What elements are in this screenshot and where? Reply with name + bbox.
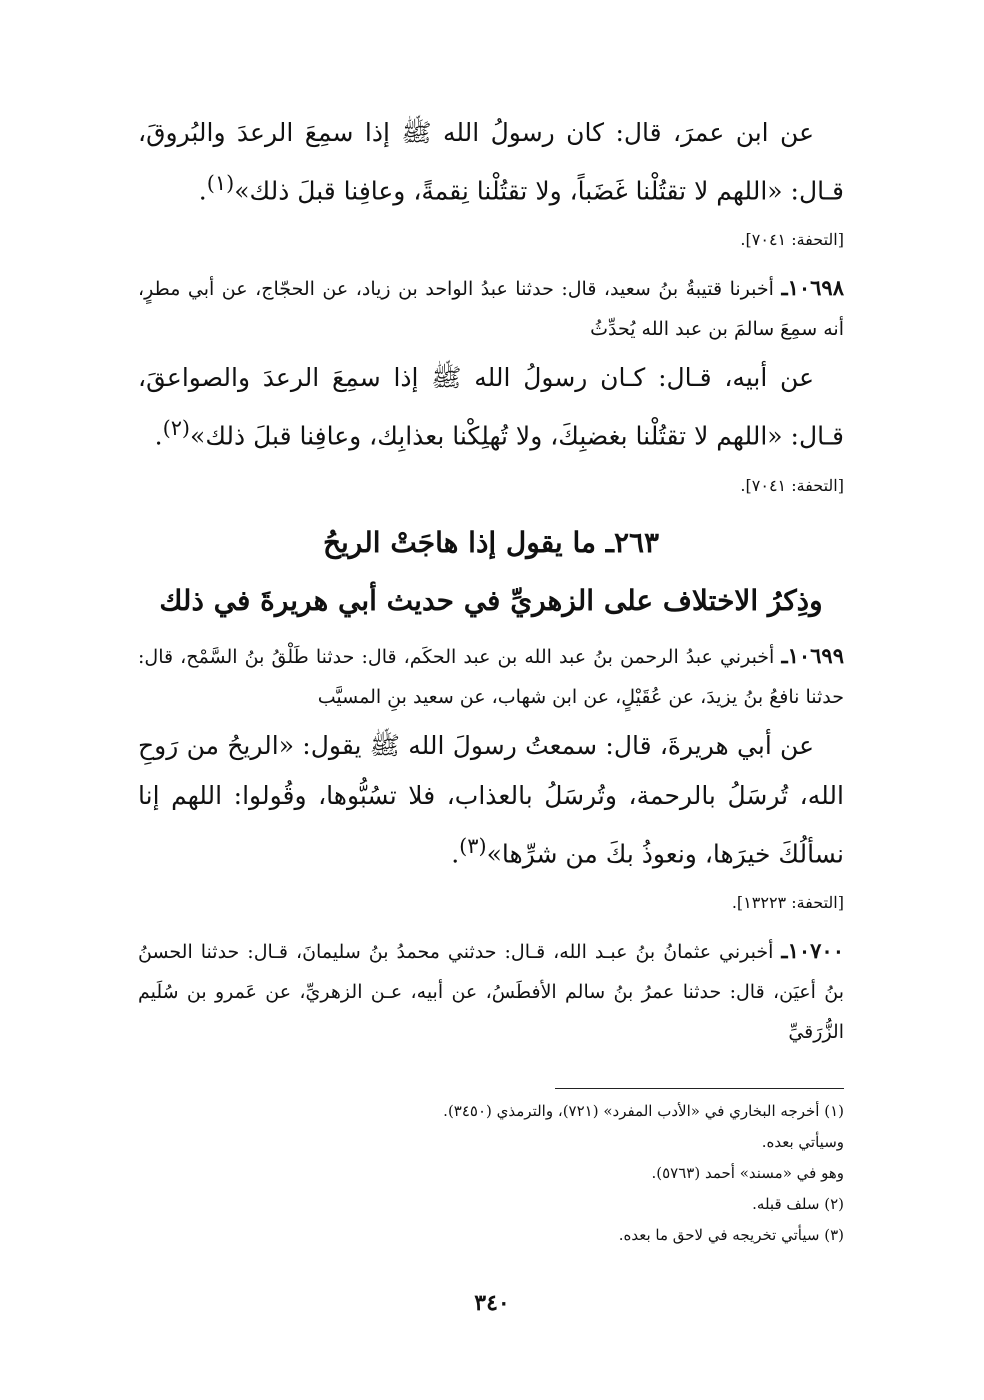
hadith-text-3-end: . xyxy=(451,838,460,868)
hadith-text-1-end: . xyxy=(198,176,207,206)
hadith-number-10699: ١٠٦٩٩ـ xyxy=(781,642,844,668)
footnotes xyxy=(360,1096,844,1251)
hadith-isnad-10699 xyxy=(138,636,844,717)
isnad-10700-text: أخبرني عثمانُ بنُ عبـد الله، قـال: حدثني محمدُ بنُ سليمانَ، قـال: حدثنا الحسنُ بنُ أعيَن، قال: حدثنا عمرُ بنُ سالم الأفطَسُ، عن أبيه، عـن الزهريِّ، عن عَمرو بن سُلَيم الزُّرَقيِّ xyxy=(138,940,844,1043)
footnote-marker-1: (١) xyxy=(206,171,235,195)
footnote-marker-3: (٣) xyxy=(459,833,487,858)
page-number: ٣٤٠ xyxy=(474,1290,510,1316)
isnad-10699-text: أخبرني عبدُ الرحمن بنُ عبد الله بن عبد الحكَم، قال: حدثنا طَلْقُ بنُ السَّمْح، قال: حدثنا نافعُ بنُ يزيدَ، عن عُقَيْلٍ، عن ابن شهاب، عن سعيد بنِ المسيَّب xyxy=(138,645,844,708)
hadith-text-2-end: . xyxy=(154,421,163,451)
tuhfa-reference-2: [التحفة: ٧٠٤١]. xyxy=(740,475,844,495)
footnote-1-cont-a: وسيأتي بعده. xyxy=(761,1133,844,1151)
isnad-10698-text: أخبرنا قتيبةُ بنُ سعيد، قال: حدثنا عبدُ الواحد بن زياد، عن الحجّاج، عن أبي مطرٍ، أنه سمِعَ سالمَ بن عبد الله يُحدِّثُ xyxy=(138,278,844,341)
footnote-3: (٣) سيأتي تخريجه في لاحق ما بعده. xyxy=(618,1226,844,1244)
tuhfa-reference-1: [التحفة: ٧٠٤١]. xyxy=(740,230,844,250)
hadith-isnad-10700 xyxy=(138,931,844,1052)
hadith-text-2 xyxy=(138,353,844,461)
footnote-marker-2: (٢) xyxy=(162,416,191,441)
footnote-1-cont-b: وهو في «مسند» أحمد (٥٧٦٣). xyxy=(651,1164,844,1182)
page-body xyxy=(138,108,844,1052)
chapter-title-line1: ٢٦٣ـ ما يقول إذا هاجَتْ الريحُ xyxy=(322,525,660,559)
footnote-separator xyxy=(555,1088,844,1089)
footnote-1: (١) أخرجه البخاري في «الأدب المفرد» (٧٢١)، والترمذي (٣٤٥٠). xyxy=(443,1102,844,1120)
hadith-number-10700: ١٠٧٠٠ـ xyxy=(781,937,844,963)
hadith-text-1 xyxy=(138,108,844,216)
tuhfa-reference-3: [التحفة: ١٣٢٢٣]. xyxy=(731,892,844,912)
hadith-text-1-body: عن ابن عمرَ، قال: كان رسولُ الله ﷺ إذا سمِعَ الرعدَ والبُروقَ، قـال: «اللهم لا تقتُلْنا غَضَباً، ولا تقتُلْنا نِقمةً، وعافِنا قبلَ ذلك» xyxy=(138,118,844,206)
chapter-heading xyxy=(138,514,844,630)
hadith-isnad-10698 xyxy=(138,268,844,349)
footnote-2: (٢) سلف قبله. xyxy=(752,1195,844,1213)
chapter-title-line2: وذِكرُ الاختلاف على الزهريِّ في حديث أبي هريرةَ في ذلك xyxy=(159,583,823,617)
hadith-text-3 xyxy=(138,721,844,879)
hadith-text-2-body: عن أبيه، قـال: كـان رسولُ الله ﷺ إذا سمِعَ الرعدَ والصواعقَ، قـال: «اللهم لا تقتُلْنا بغضبِكَ، ولا تُهلِكْنا بعذابِك، وعافِنا قبلَ ذلك» xyxy=(138,363,844,451)
hadith-number-10698: ١٠٦٩٨ـ xyxy=(781,275,844,301)
hadith-text-3-body: عن أبي هريرةَ، قال: سمعتُ رسولَ الله ﷺ يقول: «الريحُ من رَوحِ الله، تُرسَلُ بالرحمة، وتُرسَلُ بالعذاب، فلا تسُبُّوها، وقُولوا: اللهم إنا نسألُكَ خيرَها، ونعوذُ بكَ من شرِّها» xyxy=(138,730,844,868)
